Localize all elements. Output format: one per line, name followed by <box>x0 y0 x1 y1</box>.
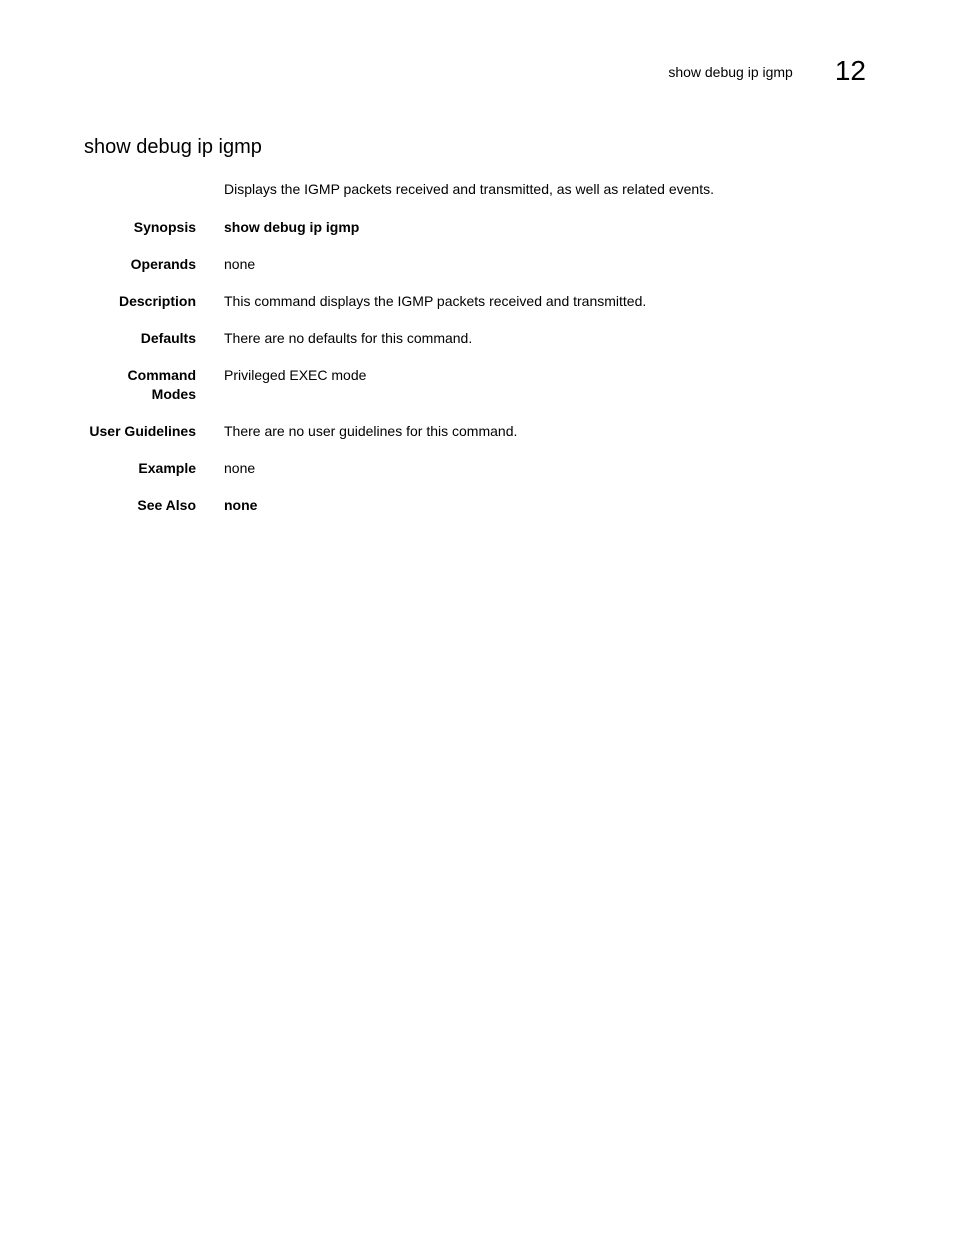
entry-value: There are no defaults for this command. <box>224 330 473 346</box>
entry-value: There are no user guidelines for this command. <box>224 423 518 439</box>
entry-value: none <box>224 460 256 476</box>
entry-value: This command displays the IGMP packets received and transmitted. <box>224 293 647 309</box>
entry-operands <box>0 255 954 274</box>
entry-label: Operands <box>130 256 196 272</box>
entry-label: Synopsis <box>133 219 196 235</box>
command-reference-entries <box>0 218 954 533</box>
running-header <box>668 55 866 87</box>
entry-label: Example <box>138 460 196 476</box>
running-title: show debug ip igmp <box>668 64 793 80</box>
entry-label: Defaults <box>140 330 196 346</box>
chapter-number: 12 <box>834 55 866 86</box>
intro-text: Displays the IGMP packets received and transmitted, as well as related events. <box>224 181 714 197</box>
entry-label: Description <box>118 293 196 309</box>
entry-see-also <box>0 496 954 515</box>
entry-label: User Guidelines <box>89 423 196 439</box>
entry-value: none <box>224 497 258 513</box>
entry-value: none <box>224 256 256 272</box>
entry-command-modes <box>0 366 954 404</box>
entry-example <box>0 459 954 478</box>
entry-synopsis <box>0 218 954 237</box>
entry-value: Privileged EXEC mode <box>224 367 367 383</box>
entry-label: See Also <box>137 497 196 513</box>
entry-label: Command Modes <box>127 367 196 402</box>
entry-user-guidelines <box>0 422 954 441</box>
entry-defaults <box>0 329 954 348</box>
page-title: show debug ip igmp <box>84 136 262 158</box>
entry-value: show debug ip igmp <box>224 219 360 235</box>
entry-description <box>0 292 954 311</box>
